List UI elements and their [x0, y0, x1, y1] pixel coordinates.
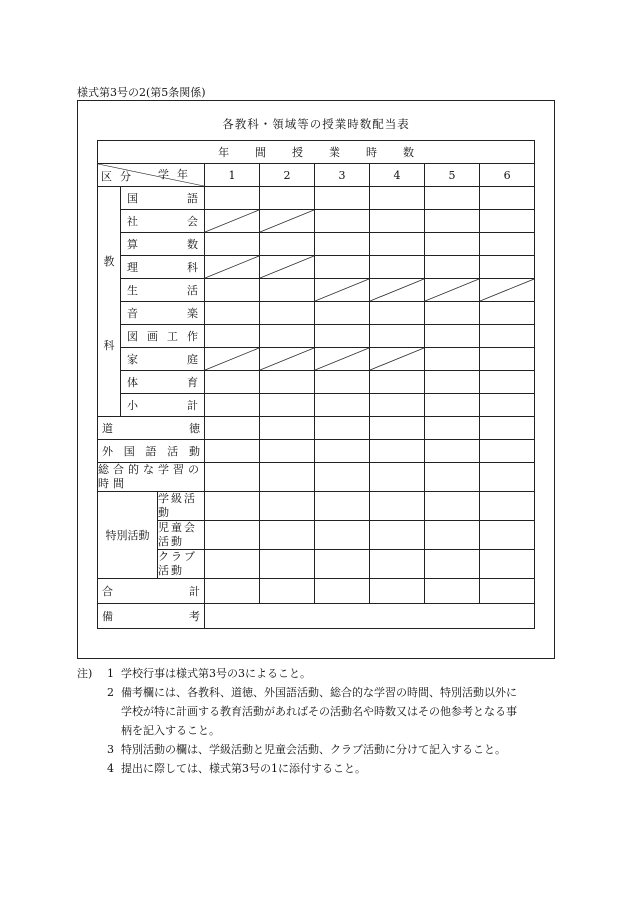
- goukei-year-3-cell[interactable]: [315, 579, 370, 604]
- tokubetsu-1-year-3-cell[interactable]: [315, 521, 370, 550]
- year-header-5: 5: [425, 164, 480, 187]
- subject-4-year-3-cell[interactable]: [315, 279, 370, 302]
- subject-8-year-1-cell[interactable]: [205, 371, 260, 394]
- note-continuation: 学校が特に計画する教育活動があればその活動名や時数又はその他参考となる事: [121, 705, 517, 718]
- subject-2-year-3-cell[interactable]: [315, 233, 370, 256]
- subject-label: [121, 325, 205, 348]
- goukei-year-6-cell[interactable]: [480, 579, 535, 604]
- doutoku-year-1-cell[interactable]: [205, 417, 260, 440]
- subject-9-year-4-cell[interactable]: [370, 394, 425, 417]
- subject-7-year-5-cell[interactable]: [425, 348, 480, 371]
- goukei-year-4-cell[interactable]: [370, 579, 425, 604]
- note-number: 3: [107, 743, 114, 756]
- subject-0-year-2-cell[interactable]: [260, 187, 315, 210]
- note-item: [77, 664, 567, 683]
- subject-label-text: 理 科: [127, 261, 198, 274]
- subject-label: [121, 187, 205, 210]
- subject-label-text: 体 育: [127, 376, 198, 389]
- year-header-3: 3: [315, 164, 370, 187]
- subject-7-year-1-cell[interactable]: [205, 348, 260, 371]
- diagonal-slash: [315, 279, 369, 301]
- subject-0-year-3-cell[interactable]: [315, 187, 370, 210]
- subject-0-year-6-cell[interactable]: [480, 187, 535, 210]
- subject-5-year-3-cell[interactable]: [315, 302, 370, 325]
- year-header-2: 2: [260, 164, 315, 187]
- tokubetsu-label: 特別活動: [98, 492, 158, 579]
- bikou-label-text: 備 考: [102, 610, 200, 623]
- subject-3-year-1-cell[interactable]: [205, 256, 260, 279]
- tokubetsu-1-year-2-cell[interactable]: [260, 521, 315, 550]
- subject-8-year-4-cell[interactable]: [370, 371, 425, 394]
- subject-label: [121, 233, 205, 256]
- subject-8-year-3-cell[interactable]: [315, 371, 370, 394]
- subject-label: [121, 348, 205, 371]
- subject-6-year-4-cell[interactable]: [370, 325, 425, 348]
- subject-3-year-4-cell[interactable]: [370, 256, 425, 279]
- subject-label: [121, 279, 205, 302]
- subject-2-year-5-cell[interactable]: [425, 233, 480, 256]
- subject-2-year-1-cell[interactable]: [205, 233, 260, 256]
- subject-2-year-6-cell[interactable]: [480, 233, 535, 256]
- goukei-label: [98, 579, 205, 604]
- doutoku-year-4-cell[interactable]: [370, 417, 425, 440]
- bikou-label: [98, 604, 205, 629]
- tokubetsu-0-year-5-cell[interactable]: [425, 492, 480, 521]
- doutoku-year-6-cell[interactable]: [480, 417, 535, 440]
- subject-7-year-4-cell[interactable]: [370, 348, 425, 371]
- tokubetsu-2-year-2-cell[interactable]: [260, 550, 315, 579]
- tokubetsu-2-year-3-cell[interactable]: [315, 550, 370, 579]
- tokubetsu-0-year-1-cell[interactable]: [205, 492, 260, 521]
- subject-7-year-6-cell[interactable]: [480, 348, 535, 371]
- goukei-year-2-cell[interactable]: [260, 579, 315, 604]
- note-lead-spacer: [77, 759, 107, 778]
- note-lead-spacer: [77, 683, 107, 702]
- subject-7-year-3-cell[interactable]: [315, 348, 370, 371]
- tokubetsu-item-label: 学級活動: [158, 492, 205, 521]
- gaikokugo-year-6-cell[interactable]: [480, 440, 535, 463]
- tokubetsu-2-year-1-cell[interactable]: [205, 550, 260, 579]
- kyouka-char-a: 教: [103, 255, 115, 268]
- diagonal-slash: [315, 348, 369, 370]
- note-number: 2: [107, 686, 114, 699]
- subject-4-year-4-cell[interactable]: [370, 279, 425, 302]
- kyouka-group-label: [98, 187, 121, 417]
- subject-9-year-6-cell[interactable]: [480, 394, 535, 417]
- subject-6-year-2-cell[interactable]: [260, 325, 315, 348]
- tokubetsu-0-year-6-cell[interactable]: [480, 492, 535, 521]
- doutoku-year-3-cell[interactable]: [315, 417, 370, 440]
- subject-9-year-2-cell[interactable]: [260, 394, 315, 417]
- gaikokugo-year-1-cell[interactable]: [205, 440, 260, 463]
- subject-2-year-2-cell[interactable]: [260, 233, 315, 256]
- subject-3-year-5-cell[interactable]: [425, 256, 480, 279]
- hours-table: [97, 140, 535, 629]
- subject-1-year-4-cell[interactable]: [370, 210, 425, 233]
- subject-1-year-5-cell[interactable]: [425, 210, 480, 233]
- subject-3-year-6-cell[interactable]: [480, 256, 535, 279]
- subject-5-year-1-cell[interactable]: [205, 302, 260, 325]
- sougou-year-5-cell[interactable]: [425, 463, 480, 492]
- form-frame: [77, 100, 555, 659]
- diagonal-slash: [480, 279, 534, 301]
- note-lead-spacer: [77, 740, 107, 759]
- kubun-top-label: 学年: [158, 168, 196, 181]
- goukei-year-5-cell[interactable]: [425, 579, 480, 604]
- tokubetsu-0-year-4-cell[interactable]: [370, 492, 425, 521]
- doutoku-label-text: 道 徳: [102, 422, 200, 435]
- subject-6-year-6-cell[interactable]: [480, 325, 535, 348]
- subject-9-year-5-cell[interactable]: [425, 394, 480, 417]
- note-text: 特別活動の欄は、学級活動と児童会活動、クラブ活動に分けて記入すること。: [121, 743, 506, 756]
- subject-0-year-1-cell[interactable]: [205, 187, 260, 210]
- subject-8-year-6-cell[interactable]: [480, 371, 535, 394]
- subject-9-year-1-cell[interactable]: [205, 394, 260, 417]
- tokubetsu-item-label: クラブ活動: [158, 550, 205, 579]
- tokubetsu-0-year-2-cell[interactable]: [260, 492, 315, 521]
- subject-5-year-6-cell[interactable]: [480, 302, 535, 325]
- subject-3-year-2-cell[interactable]: [260, 256, 315, 279]
- tokubetsu-1-year-1-cell[interactable]: [205, 521, 260, 550]
- subject-1-year-2-cell[interactable]: [260, 210, 315, 233]
- gaikokugo-year-4-cell[interactable]: [370, 440, 425, 463]
- sougou-year-4-cell[interactable]: [370, 463, 425, 492]
- kubun-header: [98, 164, 205, 187]
- tokubetsu-2-year-5-cell[interactable]: [425, 550, 480, 579]
- subject-label: [121, 371, 205, 394]
- sougou-year-6-cell[interactable]: [480, 463, 535, 492]
- note-text: 学校行事は様式第3号の3によること。: [121, 667, 311, 680]
- subject-8-year-2-cell[interactable]: [260, 371, 315, 394]
- kyouka-char-b: 科: [103, 339, 115, 352]
- subject-label: [121, 210, 205, 233]
- subject-1-year-3-cell[interactable]: [315, 210, 370, 233]
- subject-8-year-5-cell[interactable]: [425, 371, 480, 394]
- gaikokugo-year-3-cell[interactable]: [315, 440, 370, 463]
- subject-6-year-3-cell[interactable]: [315, 325, 370, 348]
- tokubetsu-1-year-4-cell[interactable]: [370, 521, 425, 550]
- note-text: 備考欄には、各教科、道徳、外国語活動、総合的な学習の時間、特別活動以外に: [121, 686, 517, 699]
- doutoku-year-2-cell[interactable]: [260, 417, 315, 440]
- subject-5-year-5-cell[interactable]: [425, 302, 480, 325]
- subject-label-text: 家 庭: [127, 353, 198, 366]
- sougou-year-2-cell[interactable]: [260, 463, 315, 492]
- subject-label-text: 算 数: [127, 238, 198, 251]
- notes: [77, 664, 567, 778]
- diagonal-slash: [260, 348, 314, 370]
- form-title: 各教科・領域等の授業時数配当表: [222, 117, 410, 131]
- subject-6-year-5-cell[interactable]: [425, 325, 480, 348]
- goukei-year-1-cell[interactable]: [205, 579, 260, 604]
- doutoku-label: [98, 417, 205, 440]
- subject-4-year-2-cell[interactable]: [260, 279, 315, 302]
- tokubetsu-1-year-5-cell[interactable]: [425, 521, 480, 550]
- year-hours-header: [98, 141, 535, 164]
- diagonal-slash: [205, 348, 259, 370]
- subject-4-year-1-cell[interactable]: [205, 279, 260, 302]
- subject-label-text: 小 計: [127, 399, 198, 412]
- year-header-1: 1: [205, 164, 260, 187]
- diagonal-slash: [260, 210, 314, 232]
- diagonal-slash: [205, 210, 259, 232]
- tokubetsu-0-year-3-cell[interactable]: [315, 492, 370, 521]
- subject-3-year-3-cell[interactable]: [315, 256, 370, 279]
- sougou-label: 総合的な学習の時間: [98, 463, 203, 490]
- goukei-label-text: 合 計: [102, 585, 200, 598]
- note-item: [77, 759, 567, 778]
- year-header-4: 4: [370, 164, 425, 187]
- subject-0-year-5-cell[interactable]: [425, 187, 480, 210]
- subject-2-year-4-cell[interactable]: [370, 233, 425, 256]
- diagonal-slash: [370, 279, 424, 301]
- note-text: 提出に際しては、様式第3号の1に添付すること。: [121, 762, 366, 775]
- gaikokugo-year-2-cell[interactable]: [260, 440, 315, 463]
- bikou-field[interactable]: [205, 604, 535, 629]
- form-header: 様式第3号の2(第5条関係): [77, 86, 206, 99]
- note-continuation: 柄を記入すること。: [121, 724, 220, 737]
- doutoku-year-5-cell[interactable]: [425, 417, 480, 440]
- tokubetsu-item-label: 児童会活動: [158, 521, 205, 550]
- year-header-6: 6: [480, 164, 535, 187]
- tokubetsu-2-year-6-cell[interactable]: [480, 550, 535, 579]
- tokubetsu-1-year-6-cell[interactable]: [480, 521, 535, 550]
- subject-label-text: 生 活: [127, 284, 198, 297]
- note-number: 1: [107, 667, 114, 680]
- subject-4-year-5-cell[interactable]: [425, 279, 480, 302]
- gaikokugo-label-text: 外 国 語 活 動: [102, 445, 200, 458]
- subject-label: [121, 256, 205, 279]
- subject-label: [121, 394, 205, 417]
- subject-4-year-6-cell[interactable]: [480, 279, 535, 302]
- sougou-year-3-cell[interactable]: [315, 463, 370, 492]
- subject-label-text: 国 語: [127, 192, 198, 205]
- year-hours-header-text: 年間授業時数: [218, 146, 441, 159]
- subject-label-text: 図 画 工 作: [127, 330, 198, 343]
- gaikokugo-label: [98, 440, 205, 463]
- sougou-year-1-cell[interactable]: [205, 463, 260, 492]
- subject-label-text: 音 楽: [127, 307, 198, 320]
- diagonal-slash: [205, 256, 259, 278]
- subject-label: [121, 302, 205, 325]
- subject-6-year-1-cell[interactable]: [205, 325, 260, 348]
- note-item: [77, 740, 567, 759]
- diagonal-slash: [260, 256, 314, 278]
- subject-1-year-6-cell[interactable]: [480, 210, 535, 233]
- subject-0-year-4-cell[interactable]: [370, 187, 425, 210]
- subject-1-year-1-cell[interactable]: [205, 210, 260, 233]
- note-number: 4: [107, 762, 114, 775]
- subject-9-year-3-cell[interactable]: [315, 394, 370, 417]
- tokubetsu-2-year-4-cell[interactable]: [370, 550, 425, 579]
- kubun-bottom-label: 区分: [101, 170, 139, 183]
- diagonal-slash: [370, 348, 424, 370]
- subject-label-text: 社 会: [127, 215, 198, 228]
- subject-5-year-4-cell[interactable]: [370, 302, 425, 325]
- subject-5-year-2-cell[interactable]: [260, 302, 315, 325]
- note-item: [77, 683, 567, 702]
- note-lead: 注): [77, 667, 93, 680]
- gaikokugo-year-5-cell[interactable]: [425, 440, 480, 463]
- diagonal-slash: [425, 279, 479, 301]
- subject-7-year-2-cell[interactable]: [260, 348, 315, 371]
